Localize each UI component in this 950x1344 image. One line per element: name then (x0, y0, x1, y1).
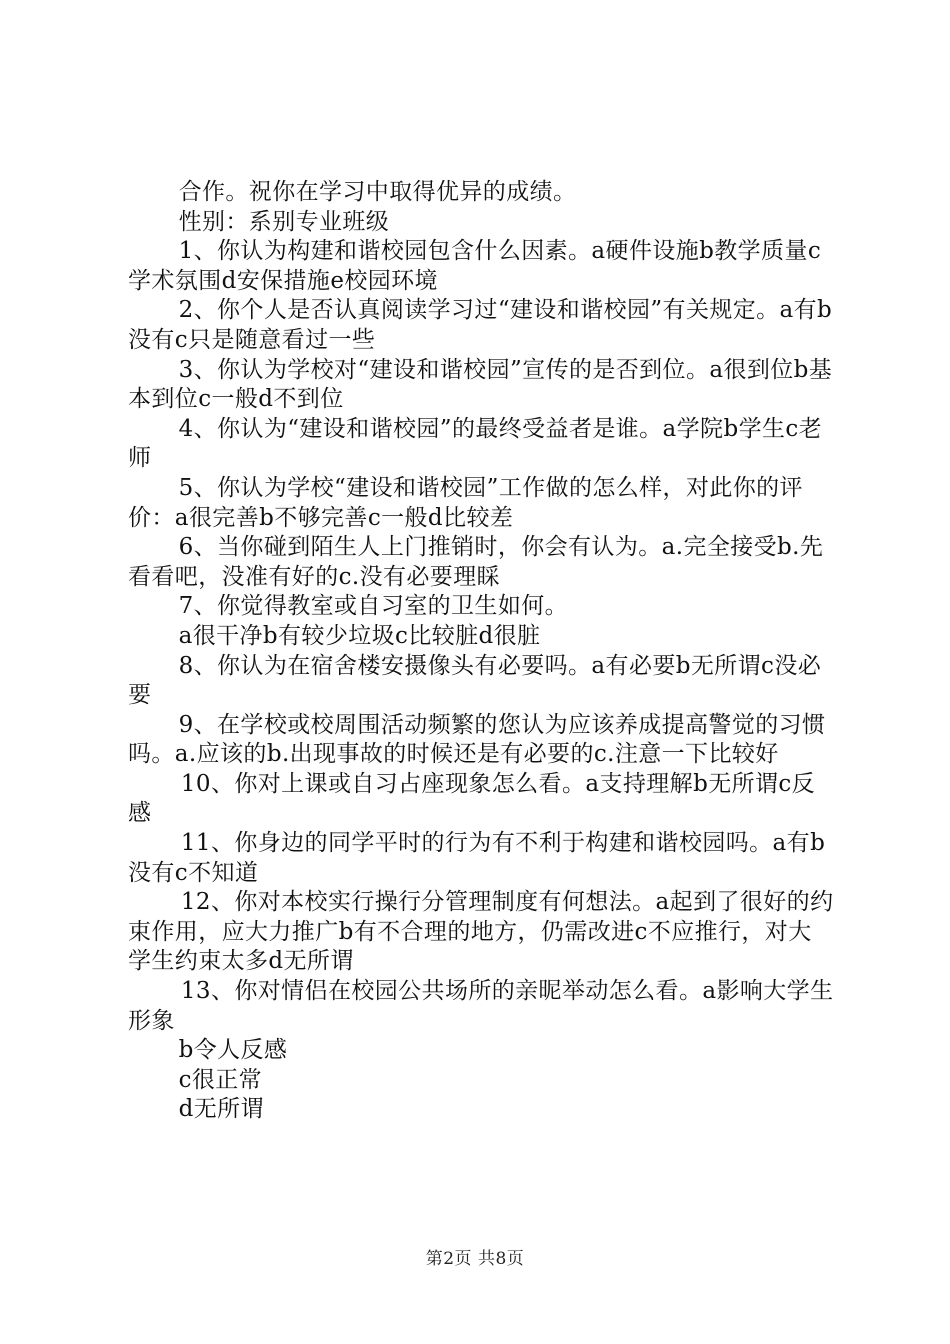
question-12: 12、你对本校实行操行分管理制度有何想法。a起到了很好的约束作用，应大力推广b有不合理的地方，仍需改进c不应推行，对大学生约束太多d无所谓 (128, 889, 834, 975)
question-13: 13、你对情侣在校园公共场所的亲昵举动怎么看。a影响大学生形象 (128, 978, 834, 1034)
question-11: 11、你身边的同学平时的行为有不利于构建和谐校园吗。a有b没有c不知道 (128, 830, 826, 886)
question-2: 2、你个人是否认真阅读学习过“建设和谐校园”有关规定。a有b没有c只是随意看过一些 (128, 297, 833, 353)
question-13-option-d: d无所谓 (178, 1096, 264, 1123)
question-13-option-c: c很正常 (178, 1066, 263, 1093)
document-body (128, 178, 834, 1125)
question-3: 3、你认为学校对“建设和谐校园”宣传的是否到位。a很到位b基本到位c一般d不到位 (128, 356, 833, 413)
question-4: 4、你认为“建设和谐校园”的最终受益者是谁。a学院b学生c老师 (128, 415, 823, 472)
paragraph-intro-end: 合作。祝你在学习中取得优异的成绩。 (178, 179, 577, 205)
question-8: 8、你认为在宿舍楼安摄像头有必要吗。a有必要b无所谓c没必要 (128, 652, 822, 709)
question-5: 5、你认为学校“建设和谐校园”工作做的怎么样，对此你的评价：a很完善b不够完善c一般d比较差 (128, 474, 803, 531)
question-6: 6、当你碰到陌生人上门推销时，你会有认为。a.完全接受b.先看看吧，没准有好的c.没有必要理睬 (128, 534, 824, 590)
question-13-option-b: b令人反感 (178, 1037, 288, 1064)
paragraph-student-info: 性别：系别专业班级 (178, 208, 390, 235)
question-1: 1、你认为构建和谐校园包含什么因素。a硬件设施b教学质量c学术氛围d安保措施e校园环境 (128, 238, 822, 294)
question-7: 7、你觉得教室或自习室的卫生如何。 (178, 593, 569, 620)
question-9: 9、在学校或校周围活动频繁的您认为应该养成提高警觉的习惯吗。a.应该的b.出现事故的时候还是有必要的c.注意一下比较好 (128, 711, 826, 768)
question-7-options: a很干净b有较少垃圾c比较脏d很脏 (178, 622, 541, 649)
question-10: 10、你对上课或自习占座现象怎么看。a支持理解b无所谓c反感 (128, 770, 816, 827)
page-number-footer: 第2页 共8页 (425, 1249, 525, 1269)
